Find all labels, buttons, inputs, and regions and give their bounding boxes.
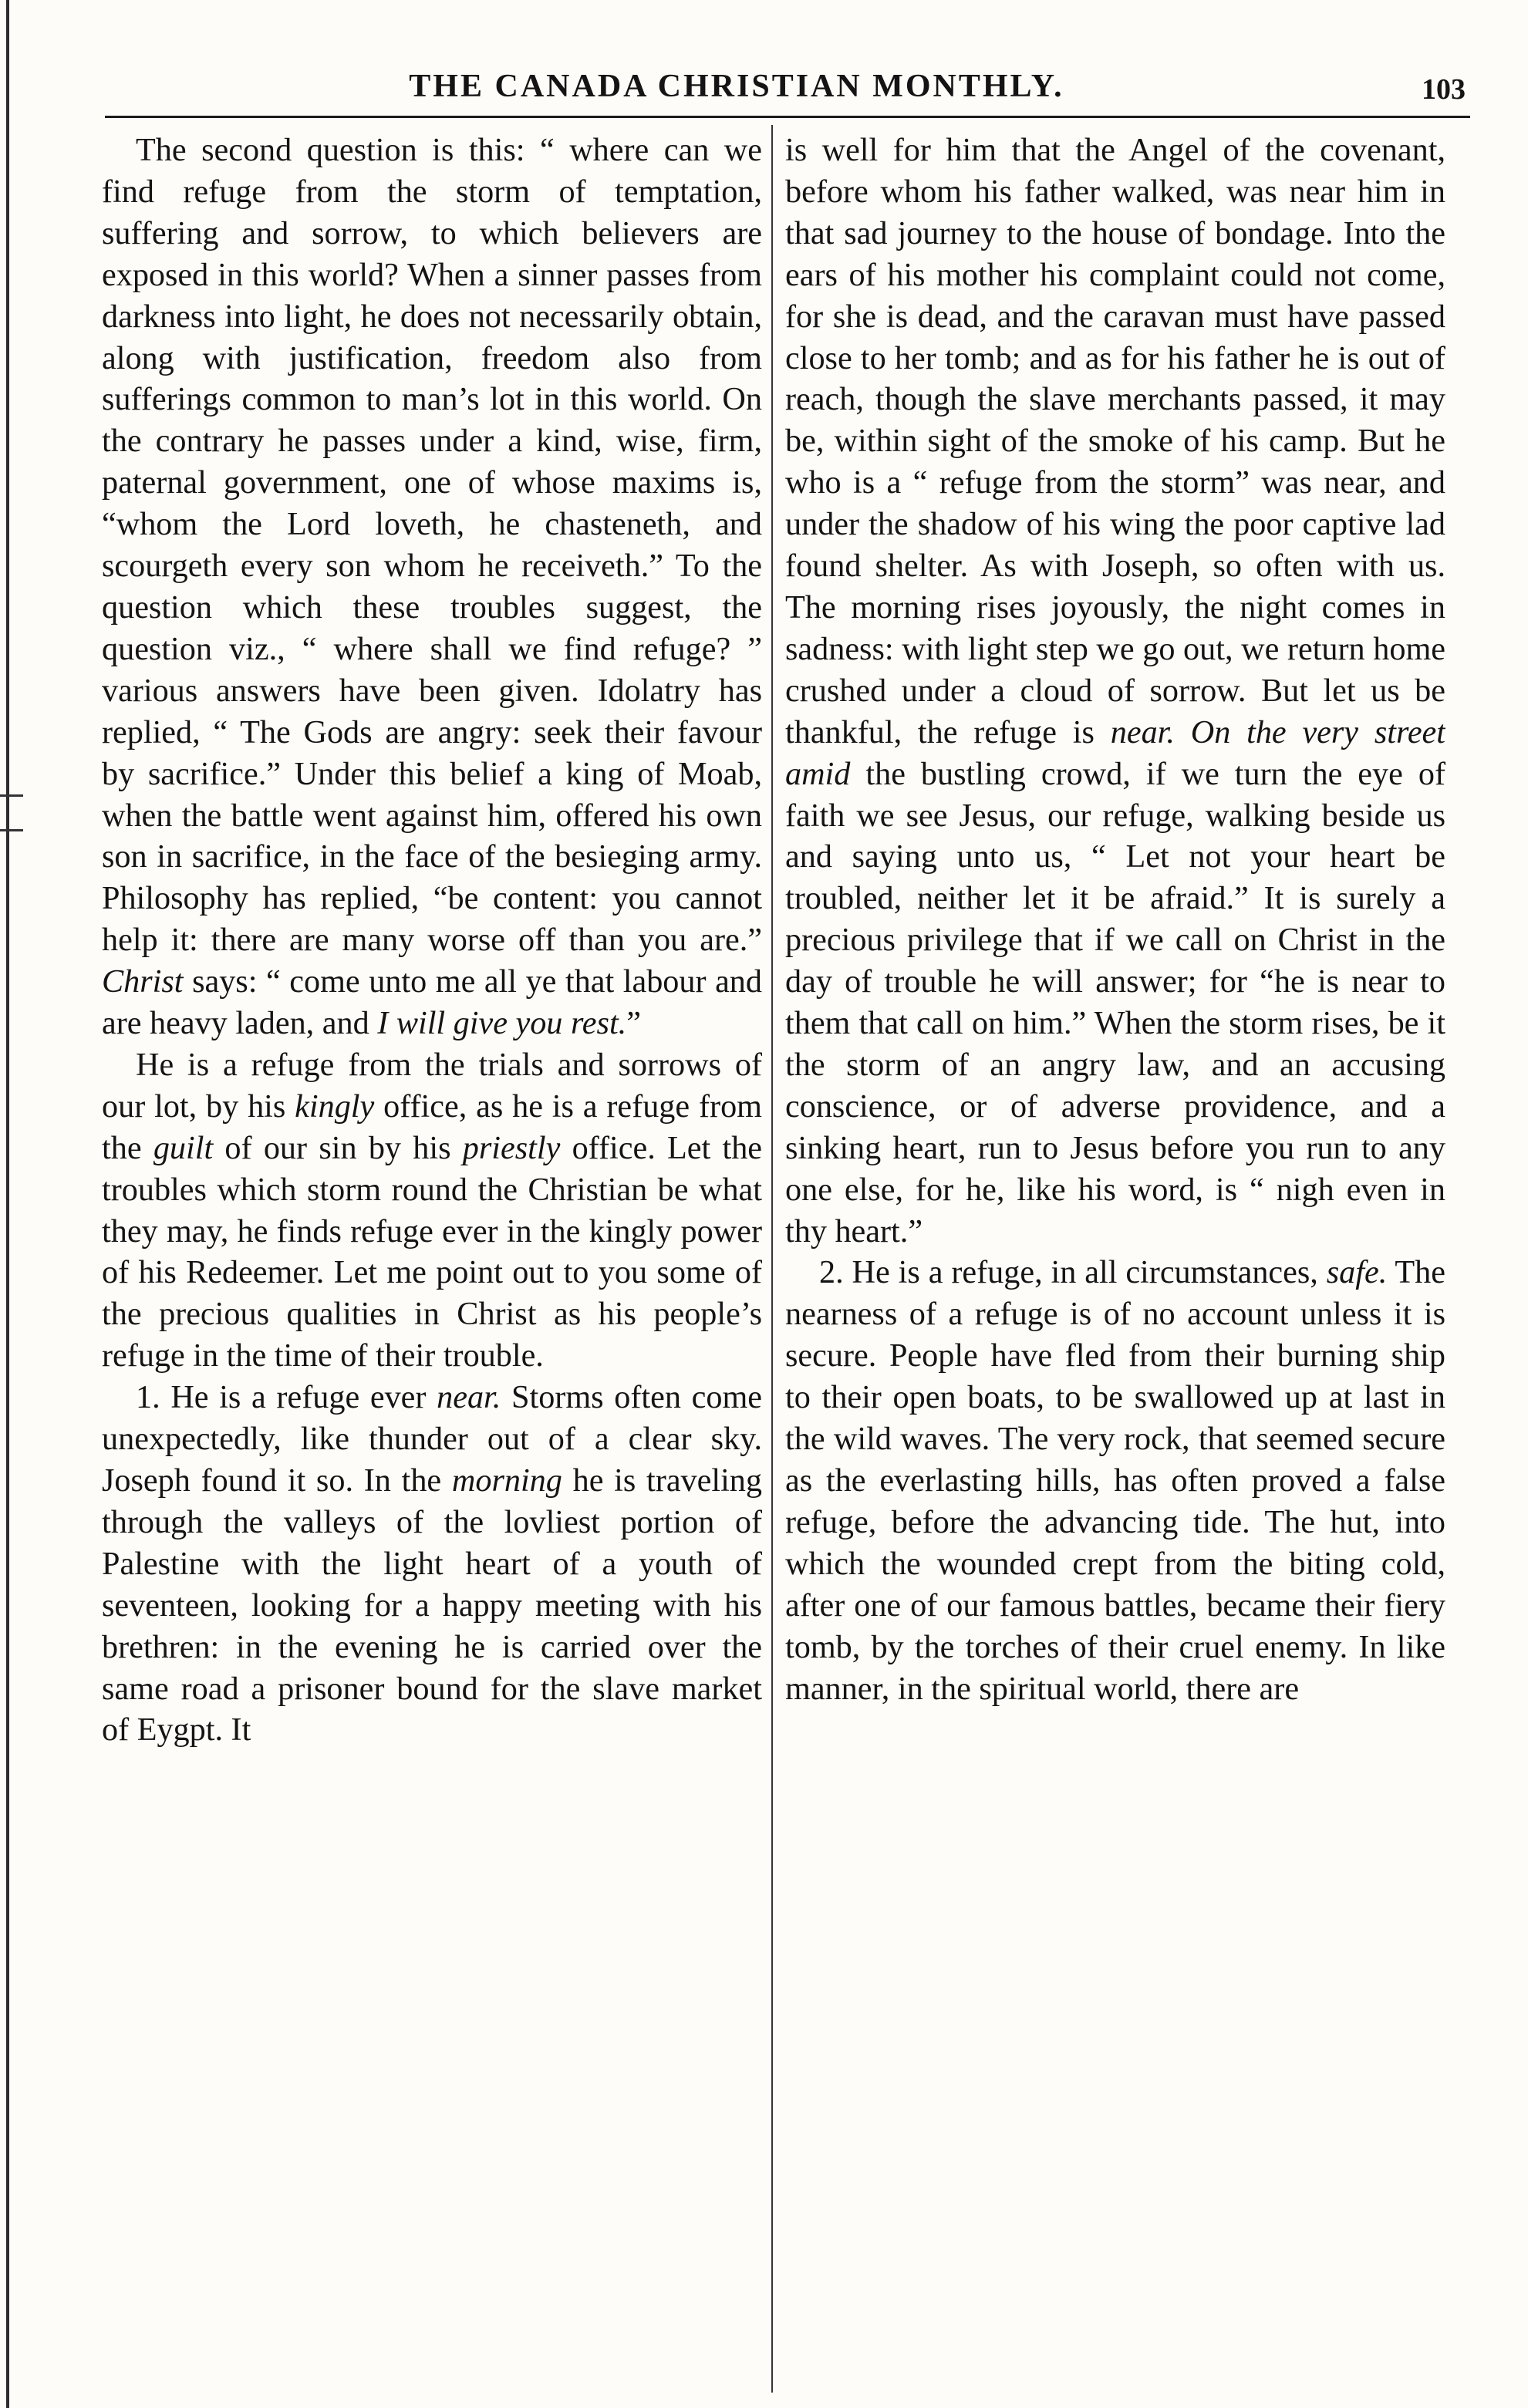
text-run: The second question is this: “ where can we find refuge from the storm of temptation, suffering and sorrow, to which believers are exposed in this world? When a sinner passes from darkness into light, he does not necessarily obtain, along with justification, freedom also from sufferings common to man’s lot in this world. On the contrary he passes under a kind, wise, firm, paternal government, one of whose maxims is, “whom the Lord loveth, he chasteneth, and scourgeth every son whom he receiveth.” To the question which these troubles suggest, the question viz., “ where shall we find refuge? ” various answers have been given. Idolatry has replied, “ The Gods are angry: seek their favour by sacrifice.” Under this belief a king of Moab, when the battle went against him, offered his own son in sacrifice, in the face of the besieging army. Philosophy has replied, “be content: you cannot help it: there are many worse off than you are.”: [102, 132, 762, 959]
emphasis: near.: [437, 1379, 501, 1416]
page-edge-rule: [6, 0, 9, 2408]
text-run: office. Let the troubles which storm round the Christian be what they may, he finds refuge ever in the kingly power of his Redeemer. Let me point out to you some of the precious qualities in Christ as his people’s refuge in the time of their trouble.: [102, 1129, 762, 1374]
text-run: He is a refuge from the trials and sorrows of our lot, by his: [102, 1046, 762, 1125]
paragraph-refuge-office: [102, 1044, 762, 1377]
text-run: says: “ come unto me all ye that labour and are heavy laden, and: [102, 963, 762, 1042]
emphasis: morning: [451, 1462, 562, 1499]
emphasis: Christ: [102, 963, 184, 1000]
header-rule: [105, 116, 1470, 118]
running-title: THE CANADA CHRISTIAN MONTHLY.: [409, 69, 1064, 104]
text-run: office, as he is a refuge from the: [102, 1088, 762, 1166]
emphasis: near. On the very street amid: [785, 713, 1445, 792]
text-run: he is traveling through the valleys of the lovliest portion of Palestine with the light heart of a youth of seventeen, looking for a happy meeting with his brethren: in the evening he is carried over the same road a prisoner bound for the slave market of Eygpt. It: [102, 1462, 762, 1749]
text-run: ”: [626, 1005, 641, 1042]
text-run: Storms often come unexpectedly, like thunder out of a clear sky. Joseph found it so. In the: [102, 1379, 762, 1499]
emphasis: I will give you rest.: [377, 1005, 627, 1042]
paragraph-joseph-continued: [785, 130, 1445, 1252]
running-header: [108, 68, 1466, 116]
text-run: 2. He is a refuge, in all circumstances,: [819, 1254, 1327, 1291]
text-run: of our sin by his: [213, 1129, 463, 1166]
text-run: is well for him that the Angel of the covenant, before whom his father walked, was near him in that sad journey to the house of bondage. Into the ears of his mother his complaint could not come, for she is dead, and the caravan must have passed close to her tomb; and as for his father he is out of reach, though the slave merchants passed, it may be, within sight of the smoke of his camp. But he who is a “ refuge from the storm” was near, and under the shadow of his wing the poor captive lad found shelter. As with Joseph, so often with us. The morning rises joyously, the night comes in sadness: with light step we go out, we return home crushed under a cloud of sorrow. But let us be thankful, the refuge is: [785, 132, 1445, 750]
page-number: 103: [1422, 73, 1466, 106]
left-column: [102, 130, 762, 2397]
paragraph-refuge-near: [102, 1377, 762, 1751]
right-column: [785, 130, 1445, 2397]
text-run: the bustling crowd, if we turn the eye of faith we see Jesus, our refuge, walking beside us and saying unto us, “ Let not your heart be troubled, neither let it be afraid.” It is surely a precious privilege that if we call on Christ in the day of trouble he will answer; for “he is near to them that call on him.” When the storm rises, be it the storm of an angry law, and an accusing conscience, or of adverse providence, and a sinking heart, run to Jesus before you run to any one else, for he, like his word, is “ nigh even in thy heart.”: [785, 755, 1445, 1250]
text-run: The nearness of a refuge is of no account unless it is secure. People have fled from their burning ship to their open boats, to be swallowed up at last in the wild waves. The very rock, that seemed secure as the everlasting hills, has often proved a false refuge, before the advancing tide. The hut, into which the wounded crept from the biting cold, after one of our famous battles, became their fiery tomb, by the torches of their cruel enemy. In like manner, in the spiritual world, there are: [785, 1254, 1445, 1707]
emphasis: safe.: [1326, 1254, 1388, 1291]
column-divider: [771, 125, 773, 2393]
margin-mark: [0, 794, 23, 831]
paragraph-second-question: [102, 130, 762, 1044]
emphasis: guilt: [153, 1129, 214, 1166]
emphasis: kingly: [295, 1088, 375, 1125]
paragraph-refuge-safe: [785, 1252, 1445, 1709]
emphasis: priestly: [462, 1129, 561, 1166]
text-run: 1. He is a refuge ever: [136, 1379, 437, 1416]
